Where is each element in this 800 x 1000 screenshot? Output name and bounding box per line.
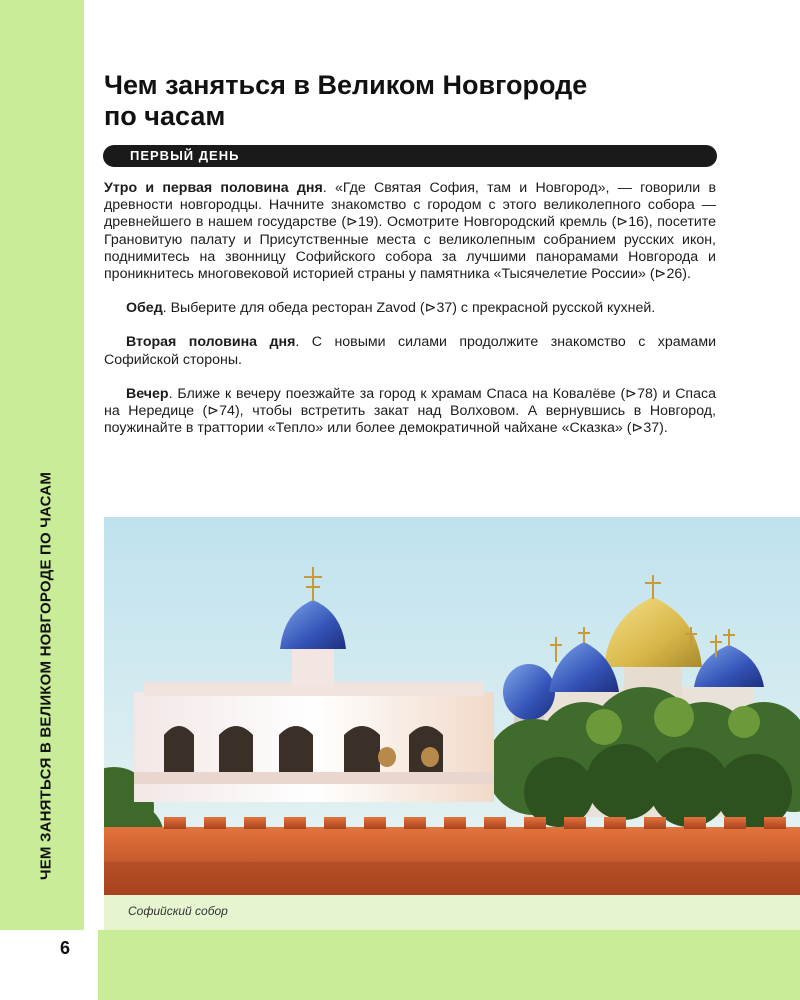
page-number-box [0,930,98,1000]
paragraph-lunch [104,300,716,317]
page-title [104,70,724,132]
paragraph-lead: Вторая половина дня [126,334,296,351]
caption-band [104,895,800,930]
paragraph-text: . С новыми силами продолжите знакомство с храмами Софийской стороны. [104,334,717,368]
paragraph-text: . Ближе к вечеру поезжайте за город к храмам Спаса на Ковалёве (⊳78) и Спаса на Нередице (⊳74), чтобы встретить закат над Волховом. А вернувшись в Новгород, поужинайте в траттории «Тепло» или более демократичной чайхане «Сказка» (⊳37). [104,385,716,437]
section-bar [103,145,717,167]
paragraph-lead: Обед [126,300,163,317]
paragraph-morning [104,180,716,283]
paragraph-lead: Утро и первая половина дня [104,180,323,196]
paragraph-evening [104,386,716,438]
page-number: 6 [60,938,71,958]
title-line-1: Чем заняться в Великом Новгороде [104,70,588,100]
cathedral-photo [104,517,800,895]
side-band [0,0,84,930]
title-line-2: по часам [104,101,226,131]
paragraph-lead: Вечер [126,385,169,402]
paragraph-text: . Выберите для обеда ресторан Zavod (⊳37) с прекрасной русской кухней. [162,300,656,317]
cathedral-illustration [104,517,800,895]
section-label: ПЕРВЫЙ ДЕНЬ [130,148,240,163]
paragraph-afternoon [104,334,716,368]
running-title: ЧЕМ ЗАНЯТЬСЯ В ВЕЛИКОМ НОВГОРОДЕ ПО ЧАСАМ [37,471,55,881]
bottom-band [98,930,800,1000]
photo-caption: Софийский собор [128,904,228,918]
article-body [104,180,716,454]
paragraph-text: . «Где Святая София, там и Новгород», — говорили в древности новгородцы. Начните знакомство с городом с этого великолепного собора — древнейшего в нашем государстве (⊳19). Осмотрите Новгородский кремль (⊳16), посетите Грановитую палату и Присутственные места с великолепным собранием русских икон, поднимитесь на звонницу Софийского собора за лучшими панорамами Новгорода и проникнитесь многовековой историей страны у памятника «Тысячелетие России» (⊳26). [104,180,716,283]
